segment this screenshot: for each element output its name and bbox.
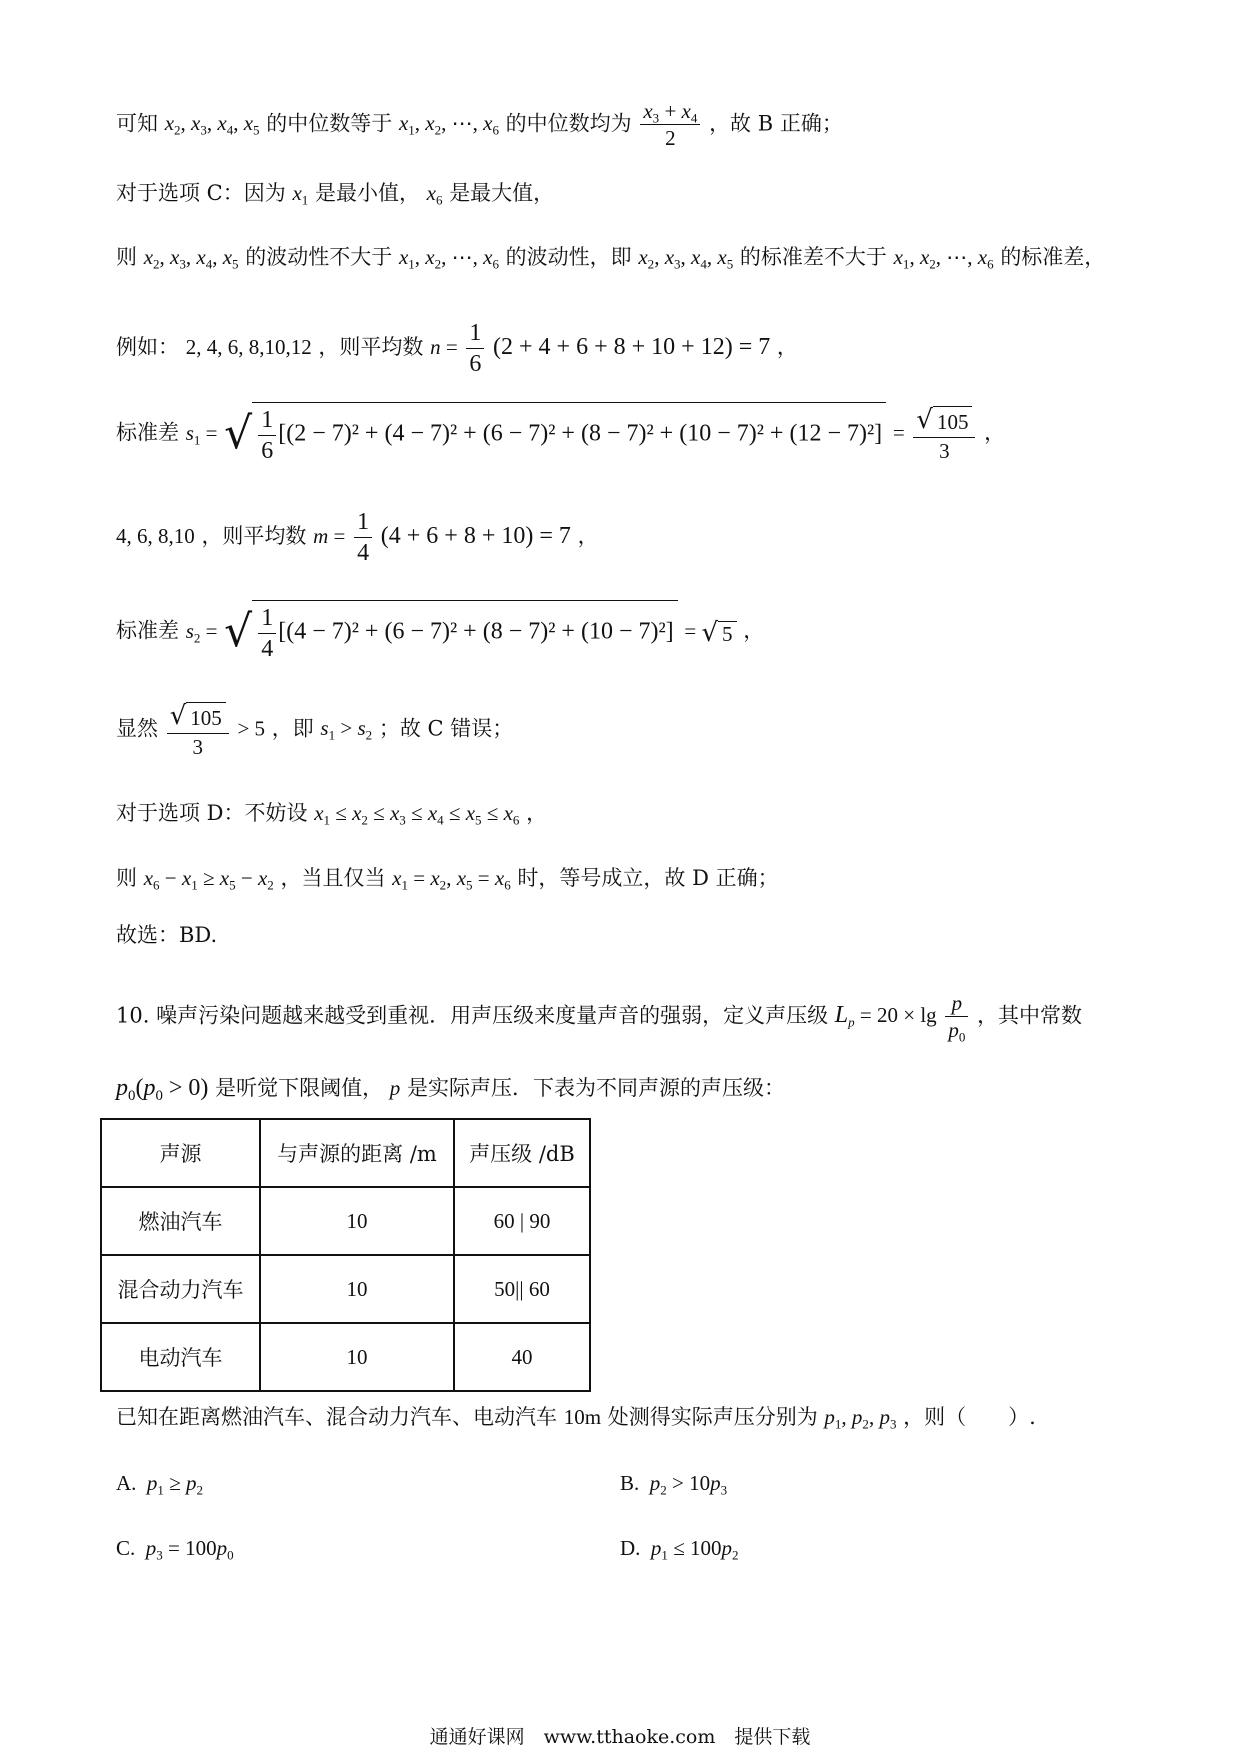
frac-median: $\frac{x_3 + x_4}{2}$ [640, 98, 700, 152]
table-cell: 50|| 60 [454, 1255, 590, 1323]
table-cell: 60 | 90 [454, 1187, 590, 1255]
table-cell: 电动汽车 [101, 1323, 260, 1391]
footer-source: 通通好课网 www.tthaoke.com 提供下载 [429, 1726, 811, 1748]
math-x2-x5: $x_2$, $x_3$, $x_4$, $x_5$ [164, 111, 260, 138]
line-volatility: 则 $x_2$, $x_3$, $x_4$, $x_5$ 的波动性不大于 $x_1$, $x_2$, ⋯, $x_6$ 的波动性，即 $x_2$, $x_3$, $x_4$, $x_5$ 的标准差不大于 $x_1$, $x_2$, ⋯, $x_6$ 的标准差， [116, 245, 1106, 272]
line-option-d: 对于选项 D：不妨设 $x_1 \le x_2 \le x_3 \le x_4 \le x_5 \le x_6$ ， [116, 801, 548, 828]
table-header-row [101, 1119, 590, 1187]
line-example-mean-m: 4, 6, 8,10 ，则平均数 m = $\frac{1}{4}$ (4 + 6 + 8 + 10) = 7 ， [116, 509, 599, 566]
table-header: 与声源的距离 /m [260, 1119, 454, 1187]
table-cell: 10 [260, 1187, 454, 1255]
table-row [101, 1255, 590, 1323]
table-cell: 燃油汽车 [101, 1187, 260, 1255]
table-row [101, 1187, 590, 1255]
table-header: 声压级 /dB [454, 1119, 590, 1187]
table-row [101, 1323, 590, 1391]
math-x1-x6: $x_1$, $x_2$, ⋯, $x_6$ [398, 111, 499, 138]
line-median-b: 可知 $x_2$, $x_3$, $x_4$, $x_5$ 的中位数等于 $x_1$, $x_2$, ⋯, $x_6$ 的中位数均为 $\frac{x_3 + x_4}{2}$ ，故 B 正确； [116, 99, 843, 151]
line-option-c: 对于选项 C：因为 $x_1$ 是最小值， $x_6$ 是最大值， [116, 181, 555, 208]
table-cell: 混合动力汽车 [101, 1255, 260, 1323]
line-std-s2: 标准差 $s_2$ = √ $\frac{1}{4}$ [(4 − 7)² + (6 − 7)² + (8 − 7)² + (10 − 7)²] = √ 5 ， [116, 600, 764, 664]
option-b: B. $p_2 > 10p_3$ [620, 1471, 728, 1498]
table-header: 声源 [101, 1119, 260, 1187]
option-a: A. $p_1 \ge p_2$ [116, 1471, 203, 1498]
sound-level-table [100, 1118, 591, 1392]
table-cell: 10 [260, 1323, 454, 1391]
sqrt-s1: √ $\frac{1}{6}$ [(2 − 7)² + (4 − 7)² + (6 − 7)² + (8 − 7)² + (10 − 7)² + (12 − 7)²] [224, 402, 886, 466]
line-range: 则 $x_6 - x_1 \ge x_5 - x_2$ ，当且仅当 $x_1 = x_2$, $x_5 = x_6$ 时，等号成立，故 D 正确； [116, 866, 779, 893]
line-std-s1: 标准差 $s_1$ = √ $\frac{1}{6}$ [(2 − 7)² + (4 − 7)² + (6 − 7)² + (8 − 7)² + (10 − 7)² + (12 − 7)²] = $\frac{√ 105}{3}$ ， [116, 402, 1005, 466]
option-d: D. $p_1 \le 100p_2$ [620, 1536, 739, 1563]
sqrt-s2: √ $\frac{1}{4}$ [(4 − 7)² + (6 − 7)² + (8 − 7)² + (10 − 7)²] [224, 600, 678, 664]
table-cell: 40 [454, 1323, 590, 1391]
question-10: 10. 噪声污染问题越来越受到重视．用声压级来度量声音的强弱，定义声压级 $L_p = 20 \times \lg$ $\frac{p}{p_0}$ ，其中常数 [116, 991, 1083, 1045]
option-c: C. $p_3 = 100p_0$ [116, 1536, 234, 1563]
line-compare: 显然 $\frac{√ 105}{3}$ > 5 ，即 $s_1 > s_2$ ；故 C 错误； [116, 701, 514, 759]
table-cell: 10 [260, 1255, 454, 1323]
question-10-cont: $p_0(p_0 > 0)$ 是听觉下限阈值， p 是实际声压．下表为不同声源的声压级： [116, 1075, 785, 1105]
line-measured-pressure: 已知在距离燃油汽车、混合动力汽车、电动汽车 10m 处测得实际声压分别为 $p_1$, $p_2$, $p_3$ ，则（ ）. [116, 1405, 1036, 1432]
line-example-mean: 例如： 2, 4, 6, 8,10,12 ，则平均数 n = $\frac{1}{6}$ (2 + 4 + 6 + 8 + 10 + 12) = 7 ， [116, 320, 798, 377]
line-answer: 故选：BD. [116, 923, 218, 947]
